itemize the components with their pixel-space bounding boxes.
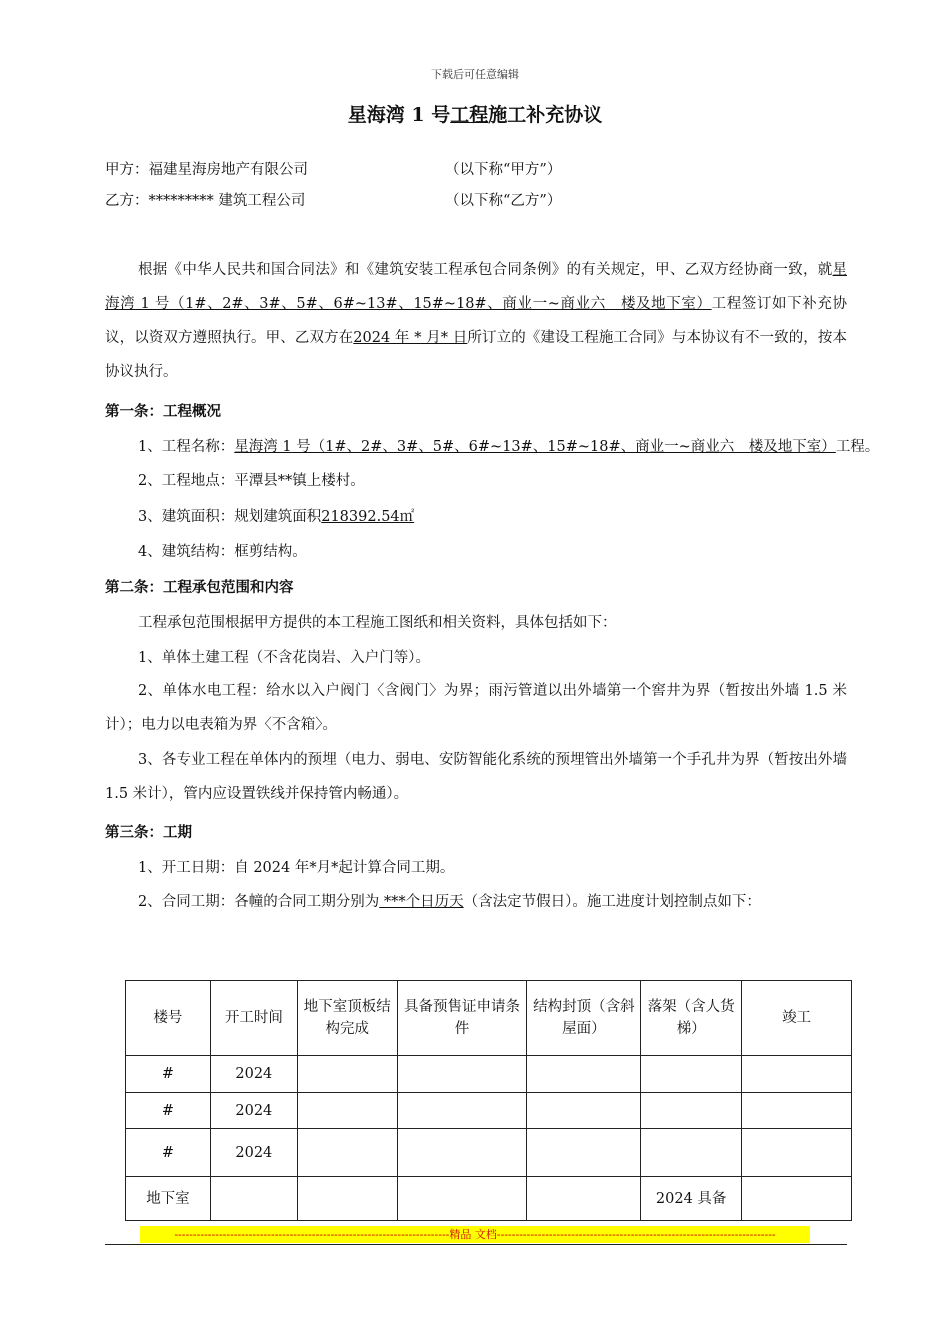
table-header-row [126, 981, 852, 1056]
table-cell [742, 1093, 852, 1129]
article-2-item-2: 2、单体水电工程：给水以入户阀门〈含阀门〉为界；雨污管道以出外墙第一个窖井为界（暂按出外墙 1.5 米计）；电力以电表箱为界〈不含箱〉。 [105, 683, 847, 733]
table-cell [297, 1093, 397, 1129]
item-3-label: 3、建筑面积：规划建筑面积 [138, 509, 322, 525]
title-part-underlined: 工程 [450, 104, 489, 126]
header-note: 下载后可任意编辑 [431, 68, 519, 81]
header-topping-out: 结构封顶（含斜屋面） [527, 981, 641, 1056]
table-cell: # [126, 1056, 211, 1093]
item-1-project-name: 星海湾 1 号（1#、2#、3#、5#、6#~13#、15#~18#、商业一~商业六 楼及地下室） [234, 439, 836, 455]
intro-text-3: 所订立的《建设工程施工合同》与本协议有不一致的，按本协议执行。 [105, 330, 848, 380]
title-part-2: 施工补充协议 [488, 104, 603, 126]
table-cell: 2024 [210, 1093, 297, 1129]
party-b-alias: （以下称“乙方”） [445, 193, 562, 209]
intro-text-1: 根据《中华人民共和国合同法》和《建筑安装工程承包合同条例》的有关规定，甲、乙双方经协商一致，就 [138, 262, 833, 278]
table-cell [297, 1129, 397, 1177]
intro-project-name: 星海湾 1 号（1#、2#、3#、5#、6#~13#、15#~18#、商业一~商业六 楼及地下室） [105, 262, 847, 312]
header-presale-ready: 具备预售证申请条件 [397, 981, 527, 1056]
document-title [0, 100, 950, 127]
table-row [126, 1056, 852, 1093]
header-scaffold-removal: 落架（含人货梯） [641, 981, 742, 1056]
footer-dashes-right: --------------------------------------------------------------------------- [496, 1228, 776, 1241]
table-cell: # [126, 1129, 211, 1177]
article-1-item-3 [138, 505, 414, 526]
table-cell [527, 1177, 641, 1221]
table-cell [527, 1093, 641, 1129]
header-completion: 竣工 [742, 981, 852, 1056]
table-cell [641, 1129, 742, 1177]
header-building-no: 楼号 [126, 981, 211, 1056]
item-1-label: 1、工程名称： [138, 439, 235, 455]
table-cell: 地下室 [126, 1177, 211, 1221]
intro-contract-date: 2024 年 * 月* 日 [353, 330, 468, 346]
table-cell: 2024 [210, 1129, 297, 1177]
item-3-area-value: 218392.54㎡ [321, 509, 415, 525]
duration-label: 2、合同工期：各幢的合同工期分别为 [138, 894, 380, 910]
footer-label: 精品 文档 [449, 1228, 497, 1241]
item-1-suffix: 工程。 [835, 439, 880, 455]
table-cell [297, 1177, 397, 1221]
party-b-line [105, 189, 562, 210]
table-cell: 2024 具备 [641, 1177, 742, 1221]
article-3-item-2 [105, 885, 847, 919]
duration-suffix: （含法定节假日）。施工进度计划控制点如下： [463, 894, 761, 910]
duration-value: ***个日历天 [379, 894, 464, 910]
intro-text-2: 工程签订如下补充协议，以资双方遵照执行。甲、乙双方在 [105, 296, 847, 346]
footer-dashes-left: -------------------------------------------------------------------------- [174, 1228, 450, 1241]
title-part-1: 星海湾 1 号 [347, 104, 451, 126]
party-b-text: 乙方：********* 建筑工程公司 [105, 193, 306, 209]
table-cell [742, 1056, 852, 1093]
table-cell [742, 1129, 852, 1177]
schedule-table [125, 980, 852, 1221]
header-basement-roof: 地下室顶板结构完成 [297, 981, 397, 1056]
party-a-line [105, 158, 562, 179]
article-3-item-1: 1、开工日期：自 2024 年*月*起计算合同工期。 [138, 860, 455, 876]
table-row [126, 1093, 852, 1129]
article-1-heading: 第一条：工程概况 [105, 403, 221, 420]
party-a-text: 甲方：福建星海房地产有限公司 [105, 162, 308, 178]
table-cell [397, 1056, 527, 1093]
table-cell [397, 1129, 527, 1177]
article-2-intro: 工程承包范围根据甲方提供的本工程施工图纸和相关资料，具体包括如下： [138, 615, 617, 631]
table-cell [210, 1177, 297, 1221]
article-1-item-4: 4、建筑结构：框剪结构。 [138, 544, 307, 560]
table-cell [397, 1177, 527, 1221]
table-cell [397, 1093, 527, 1129]
table-row [126, 1177, 852, 1221]
article-2-heading: 第二条：工程承包范围和内容 [105, 579, 294, 596]
table-cell [527, 1129, 641, 1177]
table-cell [641, 1056, 742, 1093]
article-2-item-3: 3、各专业工程在单体内的预埋（电力、弱电、安防智能化系统的预埋管出外墙第一个手孔井为界（暂按出外墙 1.5 米计），管内应设置铁线并保持管内畅通）。 [105, 752, 847, 802]
table-cell [527, 1056, 641, 1093]
article-1-item-2: 2、工程地点：平潭县**镇上楼村。 [138, 473, 365, 489]
footer-divider [105, 1244, 847, 1245]
article-3-heading: 第三条：工期 [105, 824, 192, 841]
intro-paragraph [105, 253, 847, 389]
table-row [126, 1129, 852, 1177]
table-cell [297, 1056, 397, 1093]
article-2-item-1: 1、单体土建工程（不含花岗岩、入户门等）。 [138, 650, 430, 666]
table-cell [742, 1177, 852, 1221]
footer-watermark-bar [140, 1226, 810, 1243]
header-start-time: 开工时间 [210, 981, 297, 1056]
table-cell: 2024 [210, 1056, 297, 1093]
table-cell [641, 1093, 742, 1129]
table-cell: # [126, 1093, 211, 1129]
party-a-alias: （以下称“甲方”） [445, 162, 562, 178]
article-1-item-1 [138, 435, 879, 456]
